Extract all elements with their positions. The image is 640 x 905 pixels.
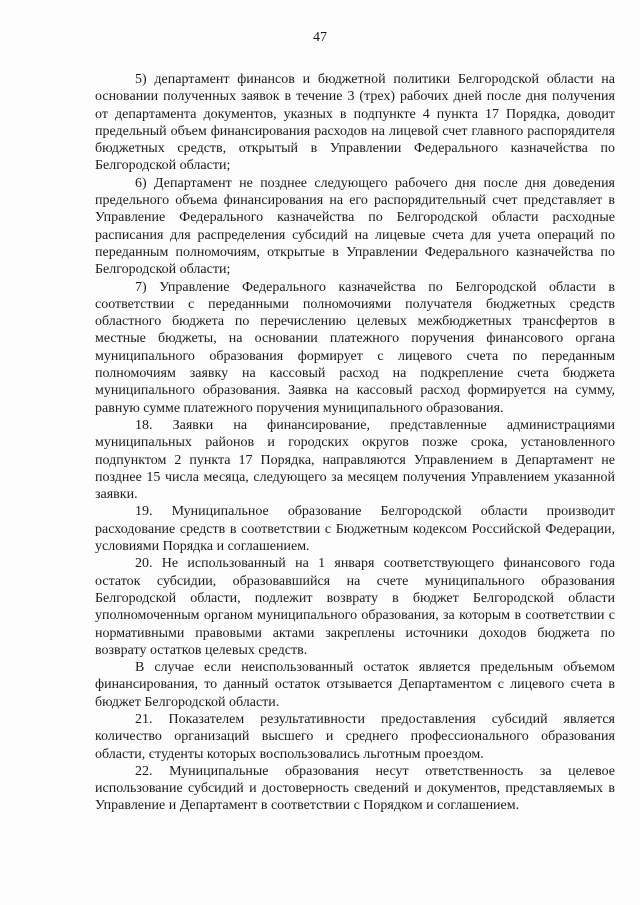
page-number: 47 [313, 30, 327, 45]
paragraph-18: 18. Заявки на финансирование, представленные администрациями муниципальных районов и городских округов позже срока, установленного подпунктом 2 пункта 17 Порядка, направляются Управлением в Департамент не позднее 15 числа месяца, следующего за месяцем получения Управлением указанной заявки. [95, 417, 615, 503]
paragraph-item-5: 5) департамент финансов и бюджетной политики Белгородской области на основании полученных заявок в течение 3 (трех) рабочих дней после дня получения от департамента документов, указных в подпункте 4 пункта 17 Порядка, доводит предельный объем финансирования расходов на лицевой счет главного распорядителя бюджетных средств, открытый в Управлении Федерального казначейства по Белгородской области; [95, 72, 615, 174]
paragraph-20: 20. Не использованный на 1 января соответствующего финансового года остаток субсидии, образовавшийся на счете муниципального образования Белгородской области, подлежит возврату в бюджет Белгородской области уполномоченным органом муниципального образования, за которым в соответствии с нормативными правовыми актами закреплены источники доходов бюджета по возврату остатков целевых средств. [95, 556, 615, 658]
paragraph-item-7: 7) Управление Федерального казначейства по Белгородской области в соответствии с переданными полномочиями получателя бюджетных средств областного бюджета по перечислению целевых межбюджетных трансфертов в местные бюджеты, на основании платежного поручения финансового органа муниципального образования формирует с лицевого счета по переданным полномочиям заявку на кассовый расход на подкрепление счета бюджета муниципального образования. Заявка на кассовый расход формируется на сумму, равную сумме платежного поручения муниципального образования. [95, 279, 615, 416]
document-body [95, 71, 615, 815]
paragraph-19: 19. Муниципальное образование Белгородской области производит расходование средств в соответствии с Бюджетным кодексом Российской Федерации, условиями Порядка и соглашением. [95, 504, 615, 555]
paragraph-22: 22. Муниципальные образования несут ответственность за целевое использование субсидий и достоверность сведений и документов, представляемых в Управление и Департамент в соответствии с Порядком и соглашением. [95, 763, 615, 814]
paragraph-item-6: 6) Департамент не позднее следующего рабочего дня после дня доведения предельного объема финансирования на его распорядительный счет представляет в Управление Федерального казначейства по Белгородской области расходные расписания для распределения субсидий на лицевые счета для учета операций по переданным полномочиям, открытые в Управлении Федерального казначейства по Белгородской области; [95, 175, 615, 278]
paragraph-20-note: В случае если неиспользованный остаток является предельным объемом финансирования, то данный остаток отзывается Департаментом с лицевого счета в бюджет Белгородской области. [95, 660, 615, 710]
paragraph-21: 21. Показателем результативности предоставления субсидий является количество организаций высшего и среднего профессионального образования области, студенты которых воспользовались льготным проездом. [95, 711, 615, 762]
